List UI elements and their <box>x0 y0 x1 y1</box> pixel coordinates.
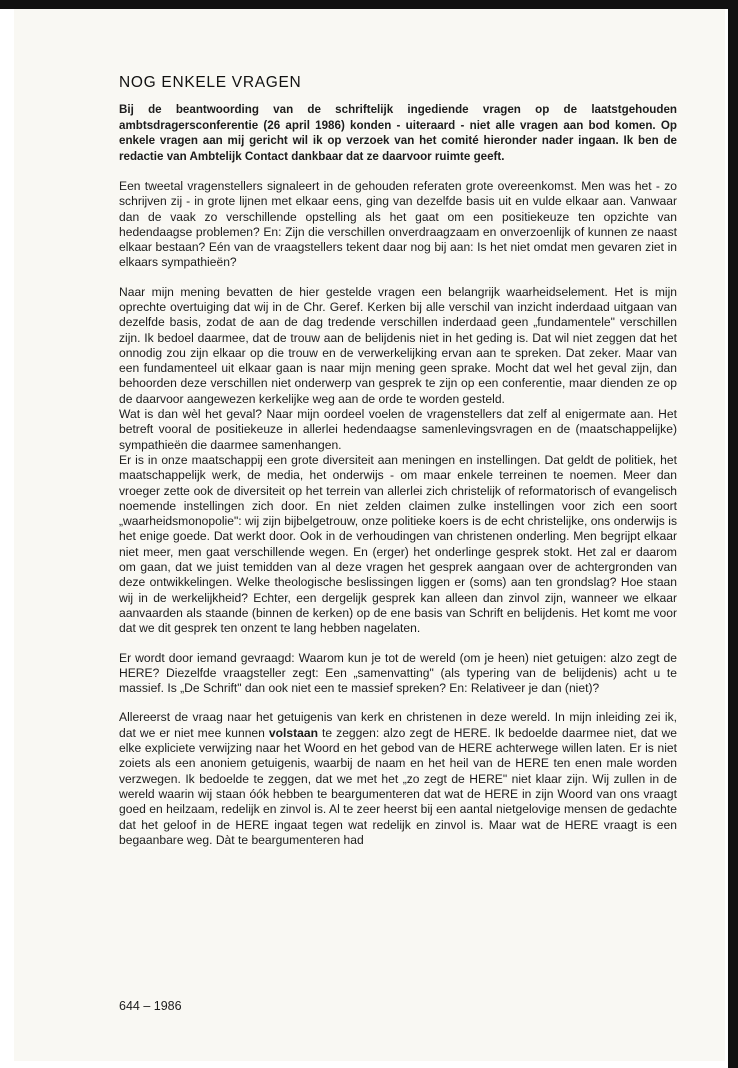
scan-border-right <box>728 0 738 1068</box>
paragraph: Er is in onze maatschappij een grote diversiteit aan meningen en instellingen. Dat geldt de politiek, het maatschappelijk werk, de media, het onderwijs - om maar enkele terreinen te noemen. Meer dan vroeger zette ook de diversiteit op het terrein van allerlei zich christelijk of reformatorisch of evangelisch noemende instellingen zich door. En niet zelden claimen zulke instellingen voor zich een soort „waarheidsmonopolie": wij zijn bijbelgetrouw, onze politieke koers is de echt christelijke, ons onderwijs is het enige goede. Dat werkt door. Ook in de verhoudingen van christenen onderling. Men begrijpt elkaar niet meer, men gaat verschillende wegen. En (erger) het onderlinge gesprek stokt. Het zal er daarom om gaan, dat we juist temidden van al deze vragen het gesprek aangaan over de achtergronden van deze ontwikkelingen. Welke theologische beslissingen liggen er (soms) aan ten grondslag? Hoe staan wij in de werkelijkheid? Echter, een dergelijk gesprek kan alleen dan zinvol zijn, wanneer we elkaar aanvaarden als staande (binnen de kerken) op de ene basis van Schrift en belijdenis. Het komt me voor dat we dit gesprek ten onzent te lang hebben nagelaten. <box>119 452 677 636</box>
document-page <box>14 9 725 1061</box>
emphasis: volstaan <box>268 725 318 740</box>
page-number: 644 – 1986 <box>119 999 182 1013</box>
article-title: NOG ENKELE VRAGEN <box>119 74 302 91</box>
article <box>119 75 677 848</box>
scan-border-top <box>0 0 738 9</box>
paragraph: Er wordt door iemand gevraagd: Waarom kun je tot de wereld (om je heen) niet getuigen: alzo zegt de HERE? Diezelfde vraagsteller zegt: Een „samenvatting" (als typering van de belijdenis) acht u te massief. Is „De Schrift" dan ook niet een te massief spreken? En: Relativeer je dan (niet)? <box>119 650 677 696</box>
paragraph-text: Allereerst de vraag naar het getuigenis van kerk en christenen in deze wereld. In mijn inleiding zei ik, dat we er niet mee kunnen <box>119 710 677 740</box>
article-intro: Bij de beantwoording van de schriftelijk ingediende vragen op de laatstgehouden ambtsdragersconferentie (26 april 1986) konden - uiteraard - niet alle vragen aan bod komen. Op enkele vragen aan mij gericht wil ik op verzoek van het comité hieronder nader ingaan. Ik ben de redactie van Ambtelijk Contact dankbaar dat ze daarvoor ruimte geeft. <box>119 103 677 163</box>
paragraph: Wat is dan wèl het geval? Naar mijn oordeel voelen de vragenstellers dat zelf al enigermate aan. Het betreft vooral de positiekeuze in allerlei hedendaagse samenlevingsvragen en de (maatschappelijke) sympathieën die daarmee samenhangen. <box>119 407 677 452</box>
paragraph-text: te zeggen: alzo zegt de HERE. Ik bedoelde daarmee niet, dat we elke expliciete verwijzing naar het Woord en het gebod van de HERE achterwege willen laten. Er is niet zoiets als een anoniem getuigenis, waarbij de naam en het heil van de HERE ten enen male worden verzwegen. Ik bedoelde te zeggen, dat we met het „zo zegt de HERE" niet klaar zijn. Wij zullen in de wereld waarin wij staan óók hebben te beargumenteren dat wat de HERE in zijn Woord van ons vraagt goed en heilzaam, redelijk en zinvol is. Al te zeer heerst bij een aantal nietgelovige mensen de gedachte dat het geloof in de HERE ingaat tegen wat redelijk en zinvol is. Maar wat de HERE vraagt is een begaanbare weg. Dàt te beargumenteren had <box>119 725 677 847</box>
paragraph: Een tweetal vragenstellers signaleert in de gehouden referaten grote overeenkomst. Men was het - zo schrijven zij - in grote lijnen met elkaar eens, ging van dezelfde basis uit en vulde elkaar aan. Vanwaar dan de vaak zo verschillende opstelling als het gaat om een positiekeuze ten opzichte van hedendaagse problemen? En: Zijn die verschillen onverdraagzaam en onverzoenlijk of kunnen ze naast elkaar bestaan? Eén van de vraagstellers tekent daar nog bij aan: Is het niet omdat men gevaren ziet in elkaars sympathieën? <box>119 178 677 270</box>
paragraph <box>119 710 677 848</box>
paragraph: Naar mijn mening bevatten de hier gestelde vragen een belangrijk waarheidselement. Het is mijn oprechte overtuiging dat wij in de Chr. Geref. Kerken bij alle verschil van inzicht inderdaad uitgaan van dezelfde basis, zodat de aan de dag tredende verschillen inderdaad geen „fundamentele" verschillen zijn. Ik bedoel daarmee, dat de trouw aan de belijdenis niet in het geding is. Dat wil niet zeggen dat het onnodig zou zijn elkaar op die trouw en de verwerkelijking ervan aan te spreken. Dat zeker. Maar van een fundamenteel uit elkaar gaan is naar mijn mening geen sprake. Mocht dat wel het geval zijn, dan behoorden deze verschillen niet onderwerp van gesprek te zijn op een conferentie, maar dienden ze op de daarvoor aangewezen kerkelijke weg aan de orde te worden gesteld. <box>119 284 677 406</box>
